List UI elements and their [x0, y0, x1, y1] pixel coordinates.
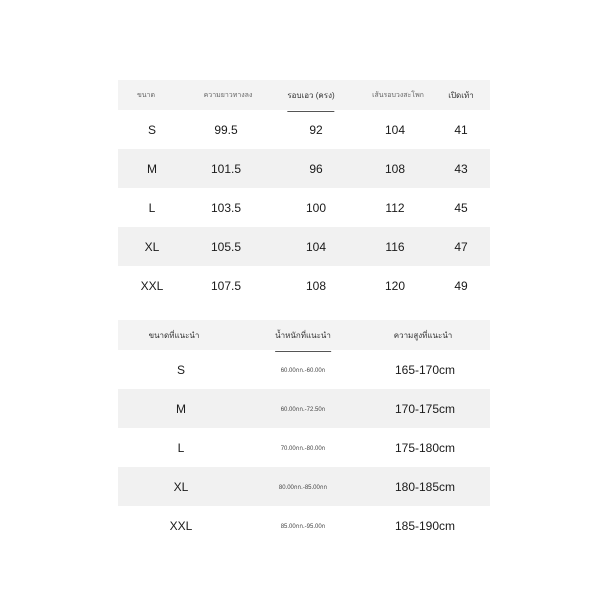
table-row: [118, 350, 490, 389]
size-cell: XL: [173, 479, 189, 494]
hip-cell: 108: [384, 161, 406, 176]
size-cell: L: [148, 200, 156, 215]
leg-opening-cell: 45: [454, 200, 468, 215]
size-chart-table: [118, 80, 490, 305]
height-cell: 175-180cm: [394, 440, 456, 455]
weight-cell: 60.00กก.-72.50ก: [280, 406, 326, 413]
size-cell: S: [176, 362, 186, 377]
waist-cell: 100: [305, 200, 327, 215]
recommendation-header-row: [118, 320, 490, 350]
waist-cell: 108: [305, 278, 327, 293]
header-recommended-size: ขนาดที่แนะนำ: [148, 330, 200, 340]
header-hip: เส้นรอบวงสะโพก: [372, 91, 424, 99]
weight-cell: 60.00กก.-60.00ก: [280, 367, 326, 374]
weight-cell: 70.00กก.-80.00ก: [280, 445, 326, 452]
waist-cell: 96: [309, 161, 323, 176]
hip-cell: 104: [384, 122, 406, 137]
table-row: [118, 188, 490, 227]
hip-cell: 120: [384, 278, 406, 293]
table-row: [118, 428, 490, 467]
header-recommended-weight: น้ำหนักที่แนะนำ: [275, 320, 331, 352]
table-row: [118, 110, 490, 149]
header-length: ความยาวทางลง: [203, 91, 253, 99]
height-cell: 180-185cm: [394, 479, 456, 494]
leg-opening-cell: 41: [454, 122, 468, 137]
size-cell: M: [147, 161, 157, 176]
leg-opening-cell: 43: [454, 161, 468, 176]
weight-cell: 80.00กก.-85.00กก: [278, 484, 328, 491]
table-row: [118, 506, 490, 545]
waist-cell: 92: [309, 122, 323, 137]
length-cell: 101.5: [210, 161, 242, 176]
length-cell: 99.5: [214, 122, 238, 137]
leg-opening-cell: 47: [454, 239, 468, 254]
table-row: [118, 467, 490, 506]
size-cell: S: [147, 122, 157, 137]
height-cell: 165-170cm: [394, 362, 456, 377]
hip-cell: 116: [385, 239, 405, 254]
header-waist: รอบเอว (ครง): [287, 80, 334, 112]
header-leg-opening: เปิดเท้า: [448, 90, 474, 100]
length-cell: 103.5: [210, 200, 242, 215]
table-row: [118, 389, 490, 428]
recommendation-table: [118, 320, 490, 545]
table-row: [118, 227, 490, 266]
length-cell: 105.5: [210, 239, 242, 254]
size-cell: L: [177, 440, 185, 455]
hip-cell: 112: [385, 200, 405, 215]
header-recommended-height: ความสูงที่แนะนำ: [393, 330, 453, 340]
length-cell: 107.5: [210, 278, 242, 293]
size-cell: M: [176, 401, 186, 416]
height-cell: 185-190cm: [394, 518, 456, 533]
size-cell: XL: [144, 239, 160, 254]
leg-opening-cell: 49: [454, 278, 468, 293]
header-size: ขนาด: [136, 91, 156, 99]
size-chart-header-row: [118, 80, 490, 110]
table-row: [118, 149, 490, 188]
size-cell: XXL: [169, 518, 193, 533]
table-row: [118, 266, 490, 305]
size-cell: XXL: [140, 278, 164, 293]
weight-cell: 85.00กก.-95.00ก: [280, 523, 326, 530]
height-cell: 170-175cm: [394, 401, 456, 416]
waist-cell: 104: [305, 239, 327, 254]
